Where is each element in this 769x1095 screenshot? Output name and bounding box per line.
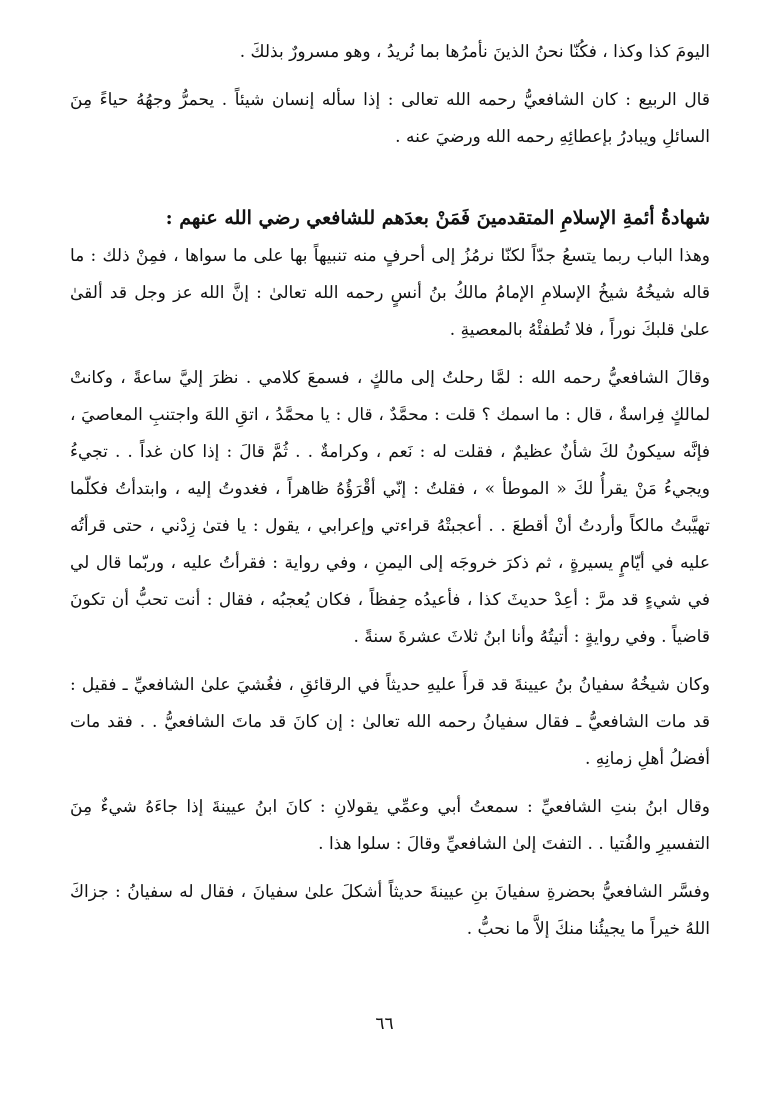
paragraph-1: اليومَ كذا وكذا ، فكُنّا نحنُ الذينَ نأمرُها بما نُريدُ ، وهو مسرورٌ بذلكَ . [239, 42, 710, 62]
paragraph-7: وفسَّر الشافعيُّ بحضرةِ سفيانَ بنِ عيينةَ حديثاً أشكلَ علىٰ سفيانَ ، فقال له سفيانُ : جزاكَ اللهُ خيراً ما يجيئُنا منكَ إلاَّ ما نحبُّ . [70, 882, 710, 939]
section-heading: شهادةُ أئمةِ الإسلامِ المتقدمينَ فَمَنْ بعدَهم للشافعي رضي الله عنهم : [165, 207, 710, 229]
paragraph-3: وهذا الباب ربما يتسعُ جدّاً لكنّا نرمُزُ إلى أحرفٍ منه تنبيهاً بها على ما سواها ، فمِنْ ذلك : ما قاله شيخُهُ شيخُ الإسلامِ الإمامُ مالكُ بنُ أنسٍ رحمه الله تعالىٰ : إنَّ الله عز وجل قد ألقىٰ علىٰ قلبكَ نوراً ، فلا تُطفئْهُ بالمعصيةِ . [70, 246, 710, 340]
page-content [70, 34, 710, 948]
paragraph-2: قال الربيع : كان الشافعيُّ رحمه الله تعالى : إذا سأله إنسان شيئاً . يحمرُّ وجهُهُ حياءً مِنَ السائلِ ويبادرُ بإعطائِهِ رحمه الله ورضيَ عنه . [70, 90, 710, 147]
paragraph-5: وكان شيخُهُ سفيانُ بنُ عيينةَ قد قرأَ عليهِ حديثاً في الرقائقِ ، فغُشيَ علىٰ الشافعيِّ ـ فقيل : قد مات الشافعيُّ ـ فقال سفيانُ رحمه الله تعالىٰ : إن كانَ قد ماتَ الشافعيُّ . . فقد مات أفضلُ أهلِ زمانِهِ . [70, 675, 710, 769]
page-number: ٦٦ [375, 1014, 394, 1034]
paragraph-6: وقال ابنُ بنتِ الشافعيِّ : سمعتُ أبي وعمِّي يقولانِ : كانَ ابنُ عيينةَ إذا جاءَهُ شيءٌ مِنَ التفسيرِ والفُتيا . . التفتَ إلىٰ الشافعيِّ وقالَ : سلوا هذا . [70, 797, 710, 854]
paragraph-4: وقالَ الشافعيُّ رحمه الله : لمَّا رحلتُ إلى مالكٍ ، فسمعَ كلامي . نظرَ إليَّ ساعةً ، وكانتْ لمالكٍ فِراسةٌ ، قال : ما اسمك ؟ قلت : محمَّدٌ ، قال : يا محمَّدُ ، اتقِ اللهَ واجتنبِ المعاصيَ ، فإنَّه سيكونُ لكَ شأنٌ عظيمٌ ، فقلت له : نَعم ، وكرامةٌ . . ثُمَّ قالَ : إذا كان غداً . . تجيءُ ويجيءُ مَنْ يقرأُ لكَ « الموطأ » ، فقلتُ : إنّي أقْرَؤُهُ ظاهراً ، فغدوتُ إليه ، وابتدأتُ فكلّما تهيَّبتُ مالكاً وأردتُ أنْ أقطعَ . . أعجبتْهُ قراءتي وإعرابي ، يقول : يا فتىٰ زِدْني ، حتى قرأتُه عليه في أيّامٍ يسيرةٍ ، ثم ذكرَ خروجَه إلى اليمنِ ، وفي رواية : فقرأتُ عليه ، وربّما قال لي في شيءٍ قد مرَّ : أعِدْ حديثَ كذا ، فأعيدُه حِفظاً ، فكان يُعجبُه ، فقال : أنت تحبُّ أن تكونَ قاضياً . وفي روايةٍ : أتيتُهُ وأنا ابنُ ثلاثَ عشرةَ سنةً . [70, 368, 710, 647]
